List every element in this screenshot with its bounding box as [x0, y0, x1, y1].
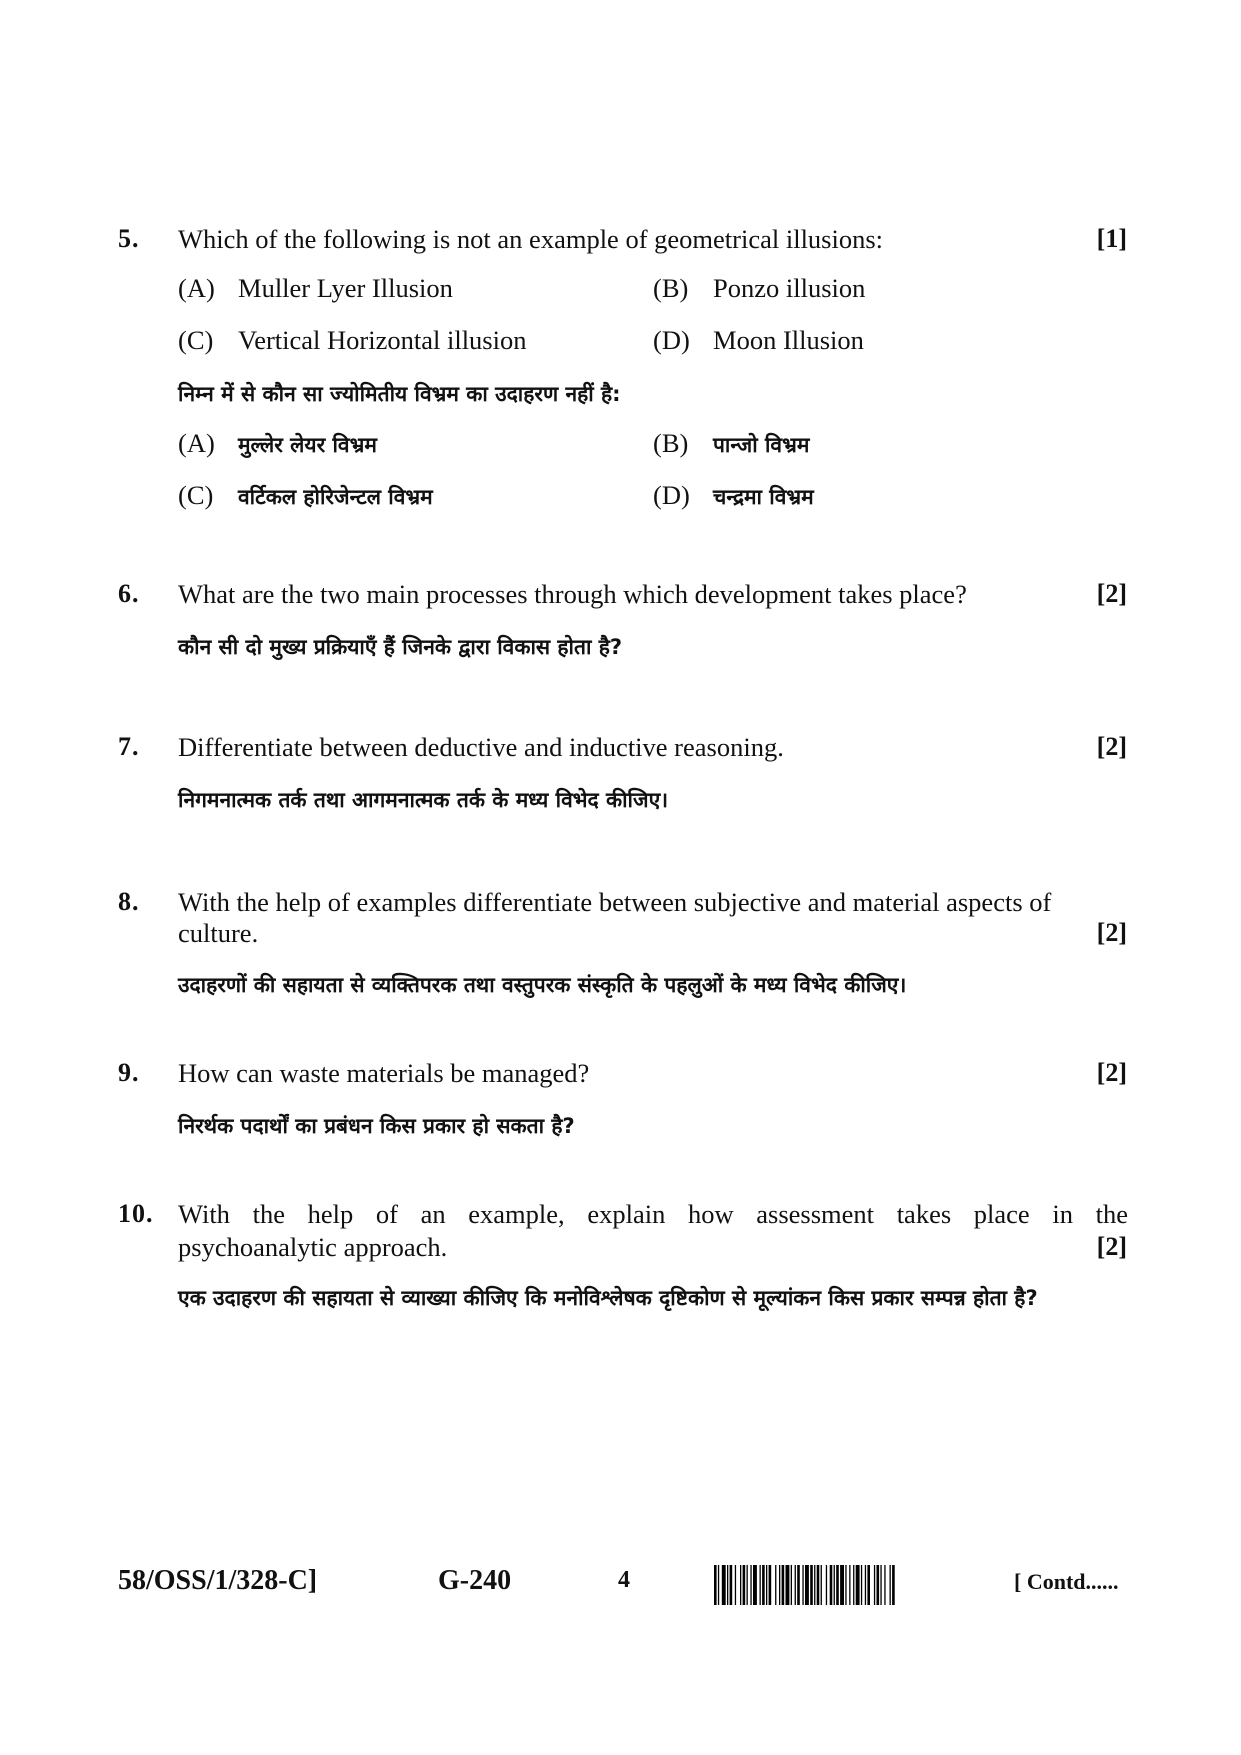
option-text: Muller Lyer Illusion — [238, 273, 453, 303]
question-text-hindi: कौन सी दो मुख्य प्रक्रियाएँ हैं जिनके द्वारा विकास होता है? — [178, 635, 623, 659]
option-b — [653, 273, 865, 304]
question-text-hindi: निरर्थक पदार्थों का प्रबंधन किस प्रकार हो सकता है? — [178, 1114, 575, 1138]
question-marks: [2] — [1096, 732, 1127, 761]
question-number: 10. — [118, 1199, 154, 1228]
question-marks: [2] — [1096, 918, 1127, 947]
option-label: (D) — [653, 325, 690, 355]
option-label: (B) — [653, 273, 689, 303]
option-text: पान्जो विभ्रम — [713, 433, 810, 457]
option-text: मुल्लेर लेयर विभ्रम — [238, 433, 377, 457]
option-c — [178, 325, 527, 356]
option-a — [178, 273, 453, 304]
question-text: What are the two main processes through which development takes place? — [178, 579, 967, 609]
option-label: (C) — [178, 325, 214, 355]
option-text: चन्द्रमा विभ्रम — [713, 485, 814, 509]
option-c-hindi — [178, 480, 433, 511]
question-text-hindi: एक उदाहरण की सहायता से व्याख्या कीजिए कि मनोविश्लेषक दृष्टिकोण से मूल्यांकन किस प्रकार सम्पन्न होता है? — [178, 1286, 1038, 1310]
question-text-line-1: With the help of an example, explain how assessment takes place in the — [178, 1199, 1128, 1229]
question-text-line-2: psychoanalytic approach. — [178, 1232, 448, 1262]
question-text-hindi: निम्न में से कौन सा ज्योमितीय विभ्रम का उदाहरण नहीं है: — [178, 382, 621, 406]
question-marks: [2] — [1096, 1232, 1127, 1261]
question-text-hindi: उदाहरणों की सहायता से व्यक्तिपरक तथा वस्तुपरक संस्कृति के पहलुओं के मध्य विभेद कीजिए। — [178, 973, 907, 997]
question-marks: [1] — [1096, 224, 1127, 253]
question-text: Which of the following is not an example of geometrical illusions: — [178, 224, 884, 254]
option-d-hindi — [653, 480, 814, 511]
option-d — [653, 325, 864, 356]
option-b-hindi — [653, 428, 809, 459]
question-marks: [2] — [1096, 579, 1127, 608]
option-label: (A) — [178, 273, 215, 303]
question-number: 6. — [118, 579, 140, 608]
page-footer — [0, 1565, 1241, 1605]
question-text: How can waste materials be managed? — [178, 1058, 590, 1088]
question-text-line-1: With the help of examples differentiate between subjective and material aspects of — [178, 887, 1052, 917]
question-text-hindi: निगमनात्मक तर्क तथा आगमनात्मक तर्क के मध्य विभेद कीजिए। — [178, 788, 669, 812]
paper-code: 58/OSS/1/328-C] — [118, 1565, 318, 1596]
option-label: (A) — [178, 428, 215, 458]
option-text: Vertical Horizontal illusion — [238, 325, 527, 355]
barcode — [714, 1565, 984, 1605]
continued-label: [ Contd...... — [1014, 1569, 1119, 1594]
question-marks: [2] — [1096, 1058, 1127, 1087]
series-code: G-240 — [438, 1565, 512, 1596]
option-label: (C) — [178, 480, 214, 510]
option-text: वर्टिकल होरिजेन्टल विभ्रम — [238, 485, 433, 509]
question-text-line-2: culture. — [178, 918, 259, 948]
option-text: Ponzo illusion — [713, 273, 866, 303]
question-number: 9. — [118, 1058, 140, 1087]
question-number: 8. — [118, 887, 140, 916]
option-a-hindi — [178, 428, 377, 459]
page-number: 4 — [618, 1567, 630, 1593]
option-label: (D) — [653, 480, 690, 510]
question-number: 5. — [118, 224, 140, 253]
question-text: Differentiate between deductive and inductive reasoning. — [178, 732, 784, 762]
option-label: (B) — [653, 428, 689, 458]
question-number: 7. — [118, 732, 140, 761]
option-text: Moon Illusion — [713, 325, 864, 355]
